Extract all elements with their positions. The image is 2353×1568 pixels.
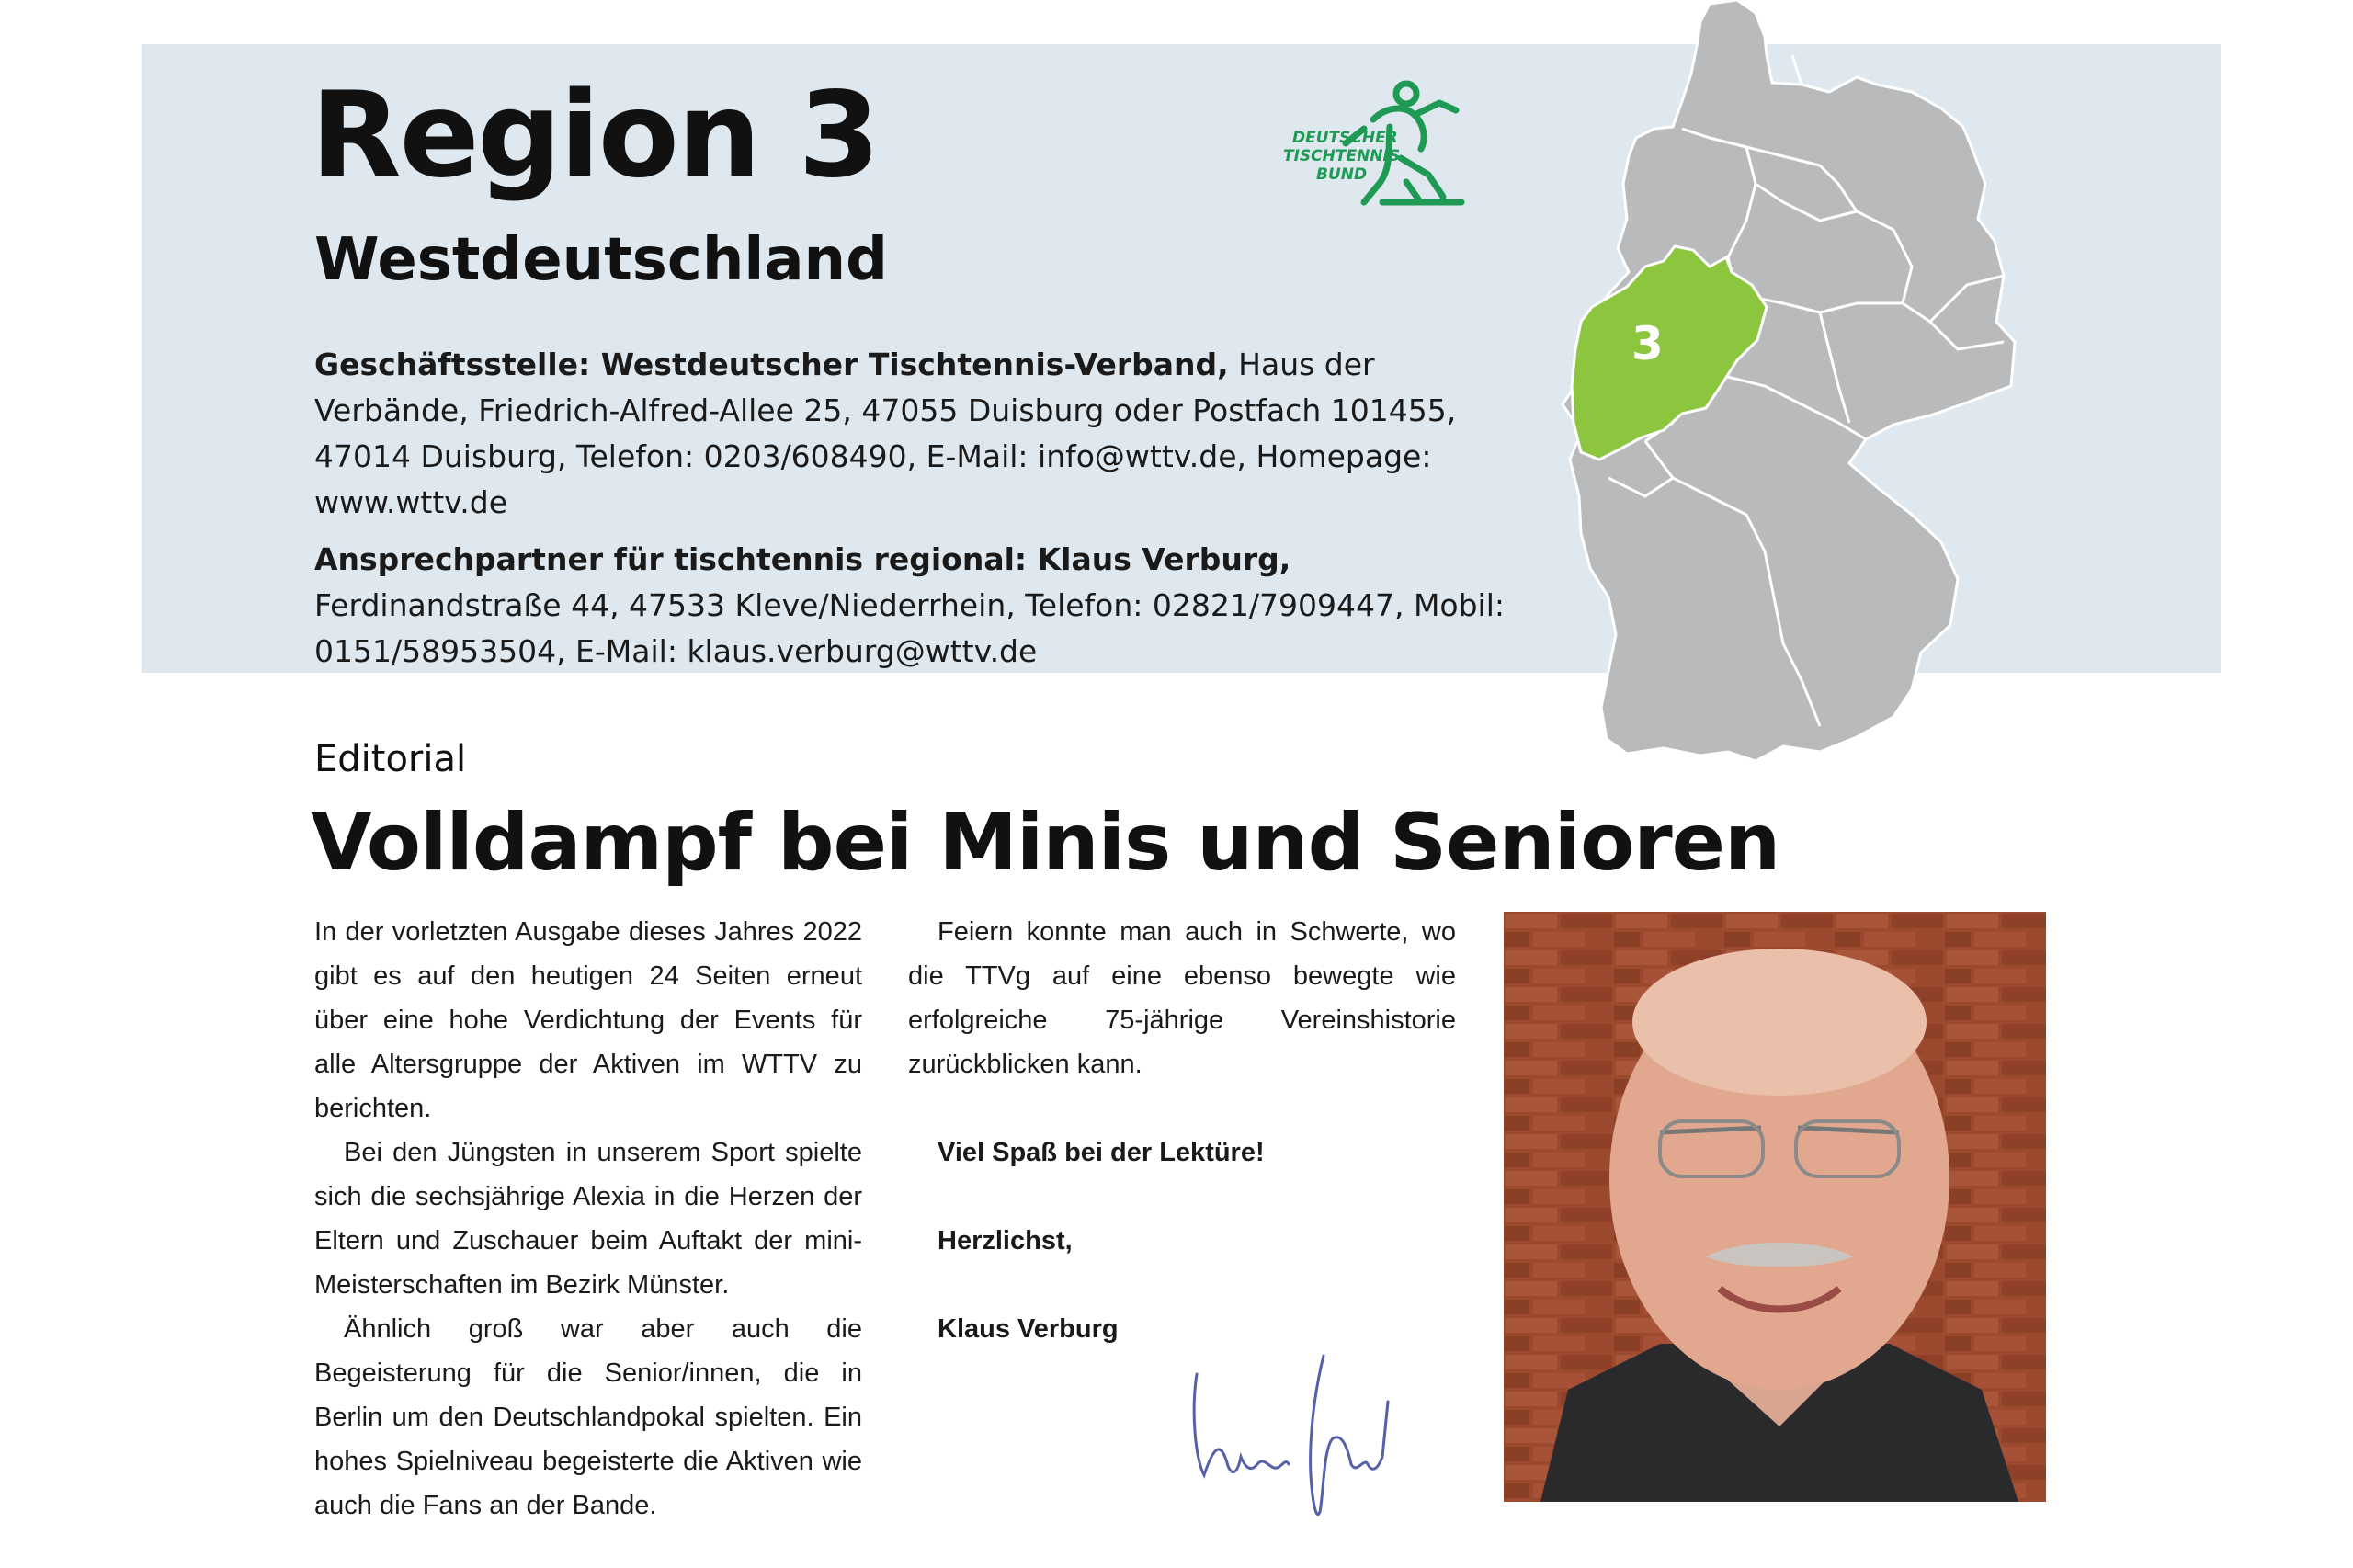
editorial-headline: Volldampf bei Minis und Senioren	[311, 797, 1780, 889]
region-title: Region 3	[311, 67, 879, 204]
signature	[1186, 1337, 1406, 1521]
paragraph: Bei den Jüngsten in unserem Sport spielte sich die sechsjährige Alexia in die Herzen der Eltern und Zuschauer beim Auftakt der mini-Meisterschaften im Bezirk Münster.	[314, 1138, 862, 1300]
contact-person-paragraph	[314, 537, 1528, 675]
map-region-number: 3	[1631, 317, 1664, 370]
person-text: Ferdinandstraße 44, 47533 Kleve/Niederrhein, Telefon: 02821/7909447, Mobil: 0151/58953504, E-Mail: klaus.verburg@wttv.de	[314, 587, 1506, 669]
logo-text-2: TISCHTENNIS	[1283, 147, 1401, 165]
office-paragraph	[314, 342, 1528, 526]
editorial-column-1	[314, 910, 862, 1528]
portrait-photo	[1504, 912, 2046, 1502]
logo-text-3: BUND	[1316, 165, 1368, 184]
closing-regards: Herzlichst,	[938, 1226, 1073, 1256]
closing-name: Klaus Verburg	[938, 1314, 1119, 1344]
dttb-logo	[1226, 74, 1474, 213]
region-subtitle: Westdeutschland	[314, 226, 888, 294]
editorial-label: Editorial	[314, 738, 467, 780]
office-label: Geschäftsstelle: Westdeutscher Tischtennis-Verband,	[314, 347, 1229, 382]
office-text: Haus der Verbände, Friedrich-Alfred-Allee 25, 47055 Duisburg oder Postfach 101455, 47014 Duisburg, Telefon: 0203/608490, E-Mail: info@wttv.de, Homepage: www.wttv.de	[314, 347, 1457, 520]
person-label: Ansprechpartner für tischtennis regional: Klaus Verburg,	[314, 541, 1291, 577]
editorial-column-2	[908, 910, 1456, 1351]
paragraph: Ähnlich groß war aber auch die Begeisterung für die Senior/innen, die in Berlin um den Deutschlandpokal spielten. Ein hohes Spielniveau begeisterte die Aktiven wie auch die Fans an der Bande.	[314, 1314, 862, 1520]
closing-greeting: Viel Spaß bei der Lektüre!	[938, 1138, 1265, 1167]
logo-text-1: DEUTSCHER	[1292, 129, 1398, 147]
paragraph: In der vorletzten Ausgabe dieses Jahres 2022 gibt es auf den heutigen 24 Seiten erneut über eine hohe Verdichtung der Events für alle Altersgruppe der Aktiven im WTTV zu berichten.	[314, 917, 862, 1123]
germany-map	[1526, 0, 2114, 767]
contact-block	[314, 342, 1528, 686]
paragraph: Feiern konnte man auch in Schwerte, wo die TTVg auf eine ebenso bewegte wie erfolgreiche 75-jährige Vereinshistorie zurückblicken kann.	[908, 917, 1456, 1079]
